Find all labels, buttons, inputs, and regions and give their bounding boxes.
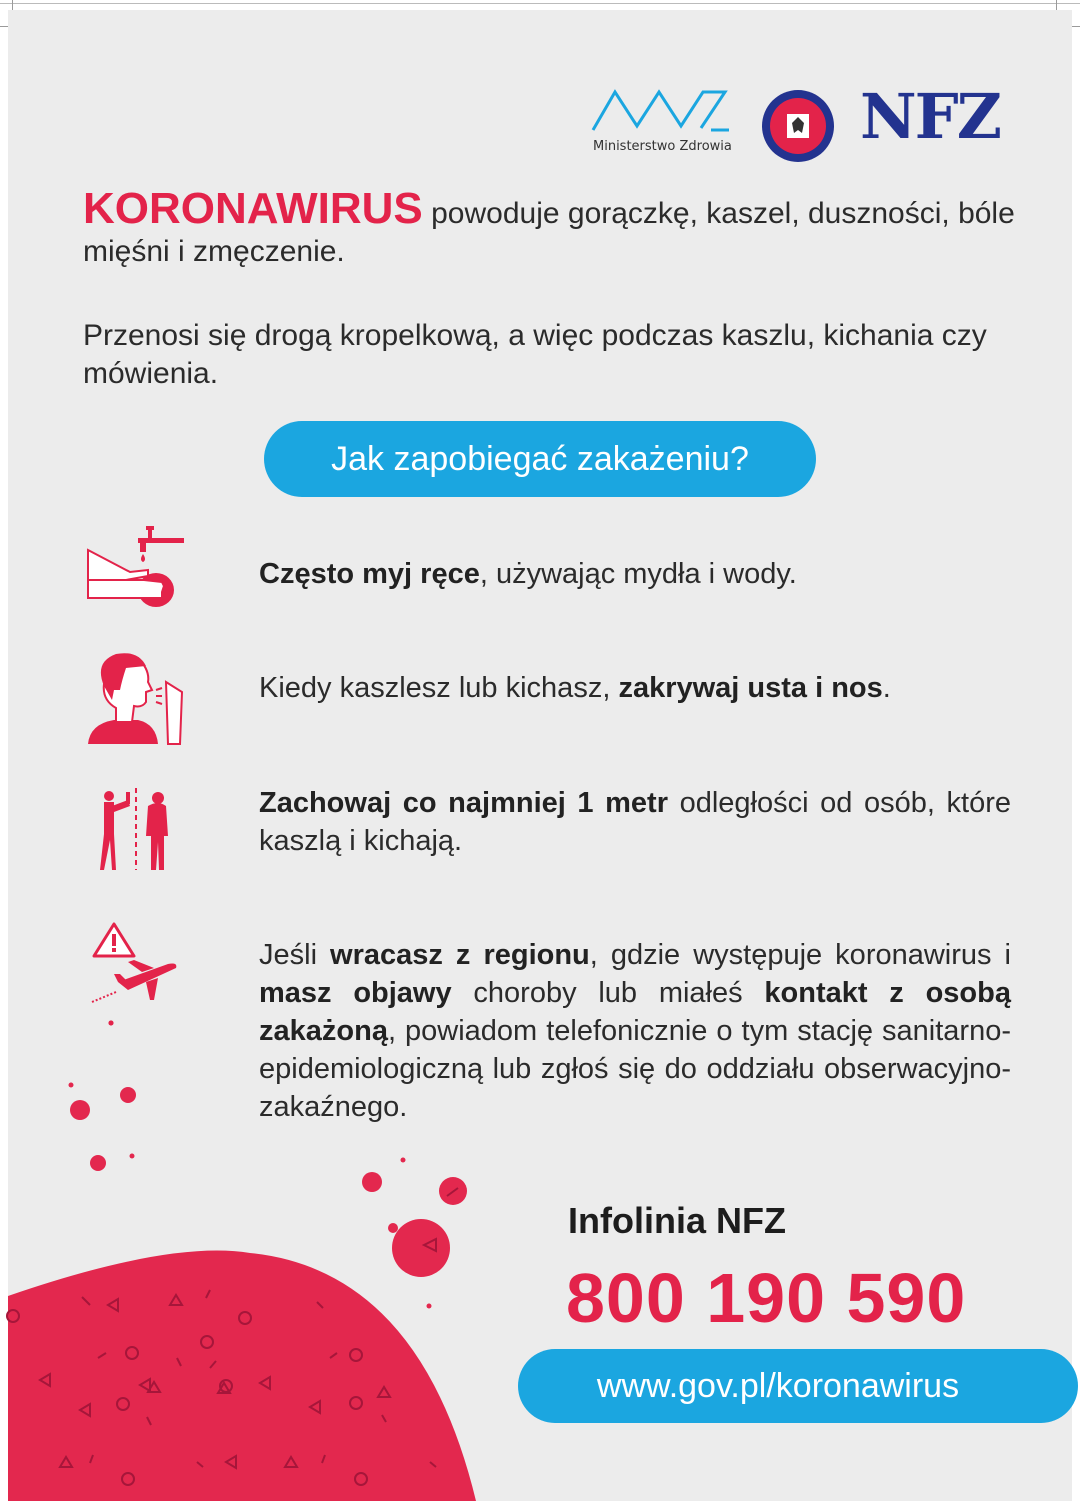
tip-bold-text: kontakt z osobą zakażoną [259,977,1011,1047]
prevention-heading: Jak zapobiegać zakażeniu? [264,421,816,497]
hotline-label: Infolinia NFZ [568,1200,786,1241]
tip-text: Kiedy kaszlesz lub kichasz, [259,672,619,704]
tip-travel-contact [259,936,1011,1126]
hotline-phone-number[interactable]: 800 190 590 [566,1259,967,1337]
intro-symptoms [83,184,1023,271]
website-link[interactable]: www.gov.pl/koronawirus [518,1349,1078,1423]
tip-wash-hands [259,555,1011,593]
cover-mouth-icon [86,650,186,746]
tip-cover-mouth [259,669,1011,707]
nfz-logo: NFZ [860,80,1000,153]
hand-washing-icon [86,524,186,610]
tip-text: , gdzie występuje koronawirus i [589,939,1011,971]
distance-icon [96,786,176,872]
sanitary-inspection-logo [760,88,836,164]
tip-bold-text: zakrywaj usta i nos [618,672,883,704]
mz-wave-icon [585,84,735,136]
ministry-of-health-logo [585,84,735,164]
tip-text: , używając mydła i wody. [479,558,797,590]
tip-bold-text: Często myj ręce [259,558,480,590]
tip-text: , powiadom telefonicznie o tym stację sanitarno-epidemiologiczną lub zgłoś się do oddziału obserwacyjno-zakaźnego. [259,1015,1011,1123]
tip-text: odległości od osób, które kaszlą i kichają. [259,787,1011,857]
tip-bold-text: wracasz z regionu [330,939,590,971]
sanitary-inspection-emblem-icon [760,88,836,164]
tip-keep-distance [259,784,1011,860]
tip-text: . [882,672,891,704]
travel-warning-icon [88,920,182,1030]
tip-text: choroby lub miałeś [451,977,765,1009]
ministry-label: Ministerstwo Zdrowia [593,139,732,154]
keyword-koronawirus: KORONAWIRUS [83,184,423,233]
tip-text: Jeśli [259,939,331,971]
tip-bold-text: masz objawy [259,977,452,1009]
tip-bold-text: Zachowaj co najmniej 1 metr [259,787,668,819]
intro-transmission: Przenosi się drogą kropelkową, a więc podczas kaszlu, kichania czy mówienia. [83,319,987,390]
symptoms-text: powoduje gorączkę, kaszel, duszności, bóle mięśni i zmęczenie. [83,197,1015,268]
